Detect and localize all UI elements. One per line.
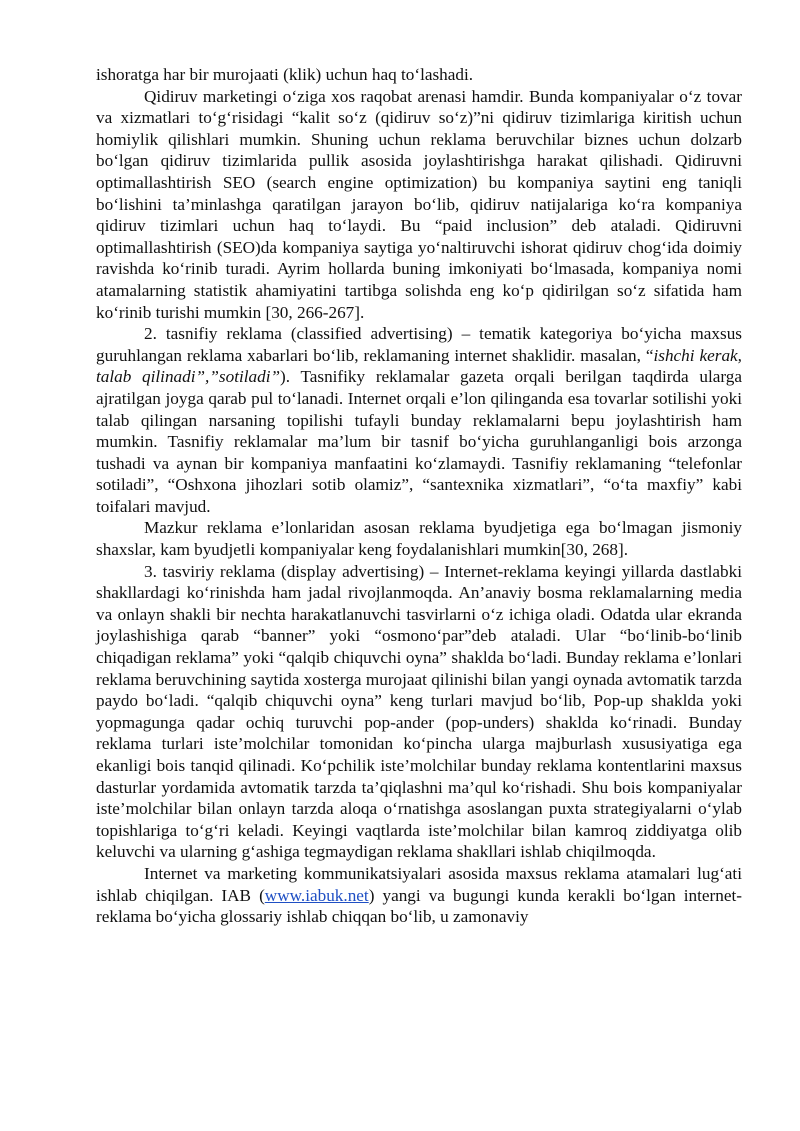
paragraph-internet-glossary <box>96 863 742 928</box>
glossary-text-end: ) yangi va bugungi kunda kerakli bo‘lgan internet-reklama bo‘yicha glossariy ishlab chiqqan bo‘lib, u zamonaviy <box>96 885 742 927</box>
classified-examples-italic: ishchi kerak, talab qilinadi”,”sotiladi” <box>96 345 742 387</box>
classified-text-end: ). Tasnifiky reklamalar gazeta orqali berilgan taqdirda ularga ajratilgan joyga qarab pul to‘lanadi. Internet orqali e’lon qilinganda esa tovarlar sotilishi yoki talab qilingan narsaning topilishi tufayli bunday reklamalarni bepu joylashtirish ham mumkin. Tasnifiy reklamalar ma’lum bir tasnif bo‘yicha guruhlanganligi bois arzonga tushadi va aynan bir kompaniya manfaatini ko‘zlamaydi. Tasnifiy reklamaning “telefonlar sotiladi”, “Oshxona jihozlari sotib olamiz”, “santexnika xizmatlari”, “o‘ta maxfiy” kabi toifalari mavjud. <box>96 367 742 516</box>
classified-text-start: 2. tasnifiy reklama (classified advertising) – tematik kategoriya bo‘yicha maxsus guruhlangan reklama xabarlari bo‘lib, reklamaning internet shaklidir. masalan, “ <box>96 324 742 365</box>
paragraph-display-advertising: 3. tasviriy reklama (display advertising) – Internet-reklama keyingi yillarda dastlabki shakllardagi ko‘rinishda ham jadal rivojlanmoqda. An’anaviy bosma reklamalarning media va onlayn shakli bir nechta harakatlanuvchi tasvirlarni o‘z ichiga oladi. Odatda ular ekranda joylashishiga qarab “banner” yoki “osmono‘par”deb ataladi. Ular “bo‘linib-bo‘linib chiqadigan reklama” yoki “qalqib chiquvchi oyna” shaklda bo‘ladi. Bunday reklama e’lonlari reklama beruvchining saytida xosterga murojaat qilinishi bilan yangi oynada avtomatik tarzda paydo bo‘ladi. “qalqib chiquvchi oyna” keng turlari mavjud bo‘lib, Pop-up shaklda yoki yopmagunga qadar ochiq turuvchi pop-ander (pop-unders) shaklda ko‘rinadi. Bunday reklama turlari iste’molchilar tomonidan ko‘pincha ularga majburlash xususiyatiga ega ekanligi bois tanqid qilinadi. Ko‘pchilik iste’molchilar bunday reklama kontentlarini maxsus dasturlar yordamida avtomatik tarzda ta’qiqlashni ma’qul ko‘rishadi. Shu bois kompaniyalar iste’molchilar bilan onlayn tarzda aloqa o‘rnatishga asoslangan puxta strategiyalarni o‘ylab topishlariga to‘g‘ri keladi. Keyingi vaqtlarda iste’molchilar bilan kamroq ziddiyatga olib keluvchi va ularning g‘ashiga tegmaydigan reklama shakllari ishlab chiqilmoqda. <box>96 561 742 862</box>
paragraph-classified-advertising <box>96 323 742 517</box>
paragraph-search-marketing: Qidiruv marketingi o‘ziga xos raqobat arenasi hamdir. Bunda kompaniyalar o‘z tovar va xizmatlari to‘g‘risidagi “kalit so‘z (qidiruv so‘z)”ni qidiruv tizimlariga kiritish uchun homiylik qilishlari mumkin. Shuning uchun reklama beruvchilar biznes uchun dolzarb bo‘lgan qidiruv tizimlarida pullik asosida joylashtirishga harakat qilishadi. Qidiruvni optimallashtirish SEO (search engine optimization) bu kompaniya saytini eng taniqli bo‘lishini ta’minlashga qaratilgan jarayon bo‘lib, qidiruv natijalariga ko‘ra kompaniya qidiruv tizimlari uchun haq to‘laydi. Bu “paid inclusion” deb ataladi. Qidiruvni optimallashtirish (SEO)da kompaniya saytiga yo‘naltiruvchi ishorat qidiruv chog‘ida doimiy ravishda ko‘rinib turadi. Ayrim hollarda buning imkoniyati bo‘lmasada, kompaniya nomi atamalarning statistik ahamiyatini tartibga solishda eng ko‘p qidirilgan so‘z sifatida ham ko‘rinib turishi mumkin [30, 266-267]. <box>96 86 742 322</box>
glossary-text-start: Internet va marketing kommunikatsiyalari asosida maxsus reklama atamalari lug‘ati ishlab chiqilgan. IAB ( <box>96 863 742 905</box>
document-page <box>96 64 742 928</box>
iab-website-link[interactable]: www.iabuk.net <box>264 885 369 905</box>
paragraph-continuation: ishoratga har bir murojaati (klik) uchun haq to‘lashadi. <box>96 65 474 84</box>
paragraph-classified-users: Mazkur reklama e’lonlaridan asosan reklama byudjetiga ega bo‘lmagan jismoniy shaxslar, kam byudjetli kompaniyalar keng foydalanishlari mumkin[30, 268]. <box>96 518 742 560</box>
